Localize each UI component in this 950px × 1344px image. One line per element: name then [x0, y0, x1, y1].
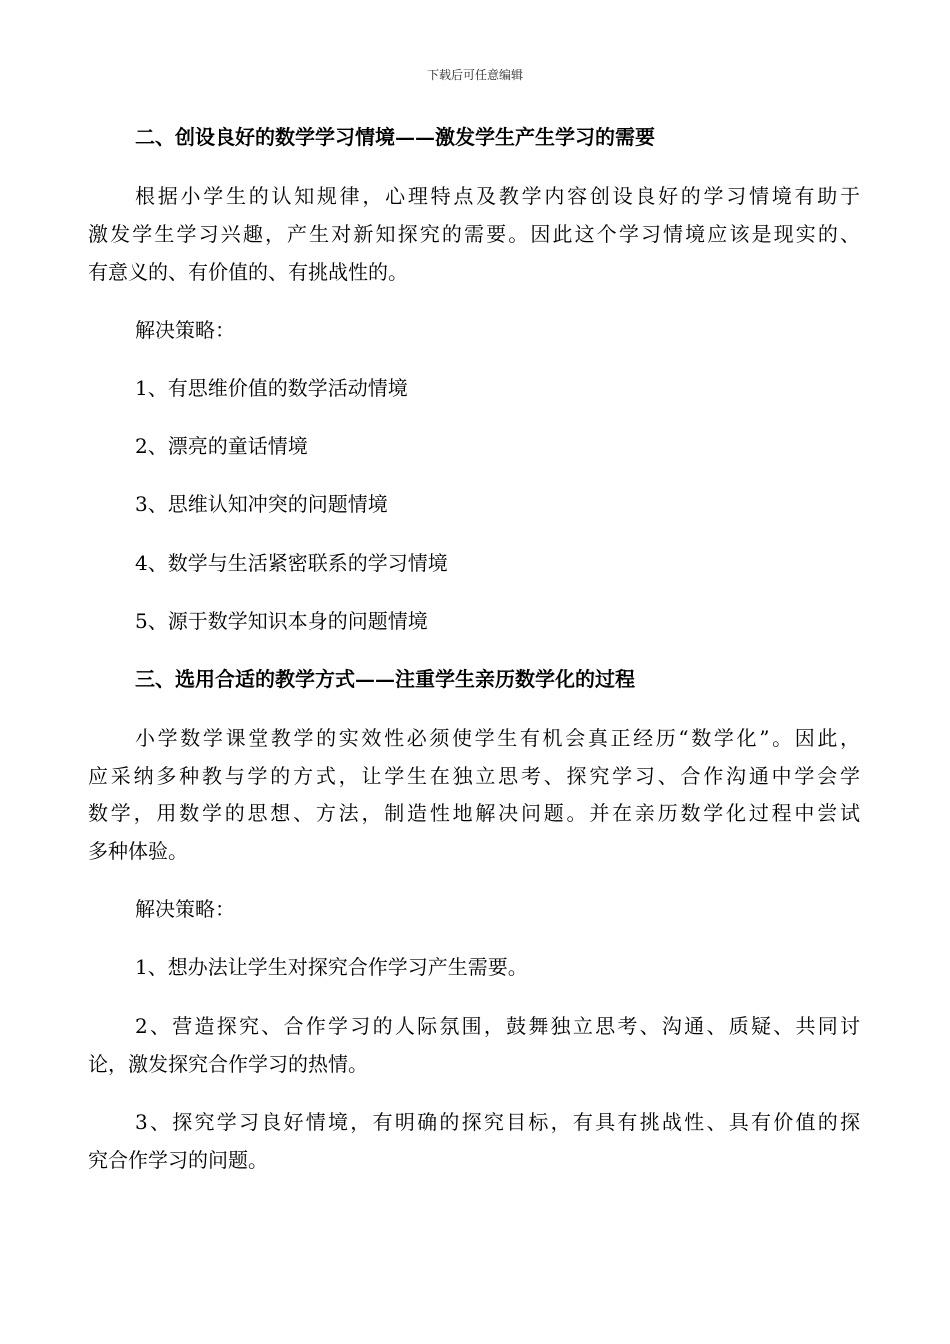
paragraph-line: 激发学生学习兴趣，产生对新知探究的需要。因此这个学习情境应该是现实的、: [88, 222, 860, 246]
list-item: 1、想办法让学生对探究合作学习产生需要。: [135, 955, 528, 979]
list-item: 3、思维认知冲突的问题情境: [135, 492, 388, 516]
paragraph-line: 小学数学课堂教学的实效性必须使学生有机会真正经历“数学化”。因此，: [135, 726, 860, 750]
section-heading: 二、创设良好的数学学习情境——激发学生产生学习的需要: [135, 125, 655, 149]
list-item: 1、有思维价值的数学活动情境: [135, 376, 408, 400]
header-note: 下载后可任意编辑: [426, 68, 523, 82]
paragraph-line: 多种体验。: [88, 839, 188, 863]
strategy-label: 解决策略：: [135, 897, 235, 921]
list-item: 3、探究学习良好情境，有明确的探究目标，有具有挑战性、具有价值的探: [135, 1110, 860, 1134]
list-item-continuation: 论，激发探究合作学习的热情。: [88, 1052, 368, 1076]
paragraph-line: 应采纳多种教与学的方式，让学生在独立思考、探究学习、合作沟通中学会学: [88, 764, 860, 788]
list-item-continuation: 究合作学习的问题。: [88, 1148, 268, 1172]
strategy-label: 解决策略：: [135, 318, 235, 342]
list-item: 5、源于数学知识本身的问题情境: [135, 609, 428, 633]
paragraph-line: 数学，用数学的思想、方法，制造性地解决问题。并在亲历数学化过程中尝试: [88, 801, 860, 825]
list-item: 2、营造探究、合作学习的人际氛围，鼓舞独立思考、沟通、质疑、共同讨: [135, 1014, 860, 1038]
section-heading: 三、选用合适的教学方式——注重学生亲历数学化的过程: [135, 667, 635, 691]
list-item: 4、数学与生活紧密联系的学习情境: [135, 551, 448, 575]
paragraph-line: 有意义的、有价值的、有挑战性的。: [88, 260, 408, 284]
list-item: 2、漂亮的童话情境: [135, 434, 308, 458]
paragraph-line: 根据小学生的认知规律，心理特点及教学内容创设良好的学习情境有助于: [135, 184, 860, 208]
